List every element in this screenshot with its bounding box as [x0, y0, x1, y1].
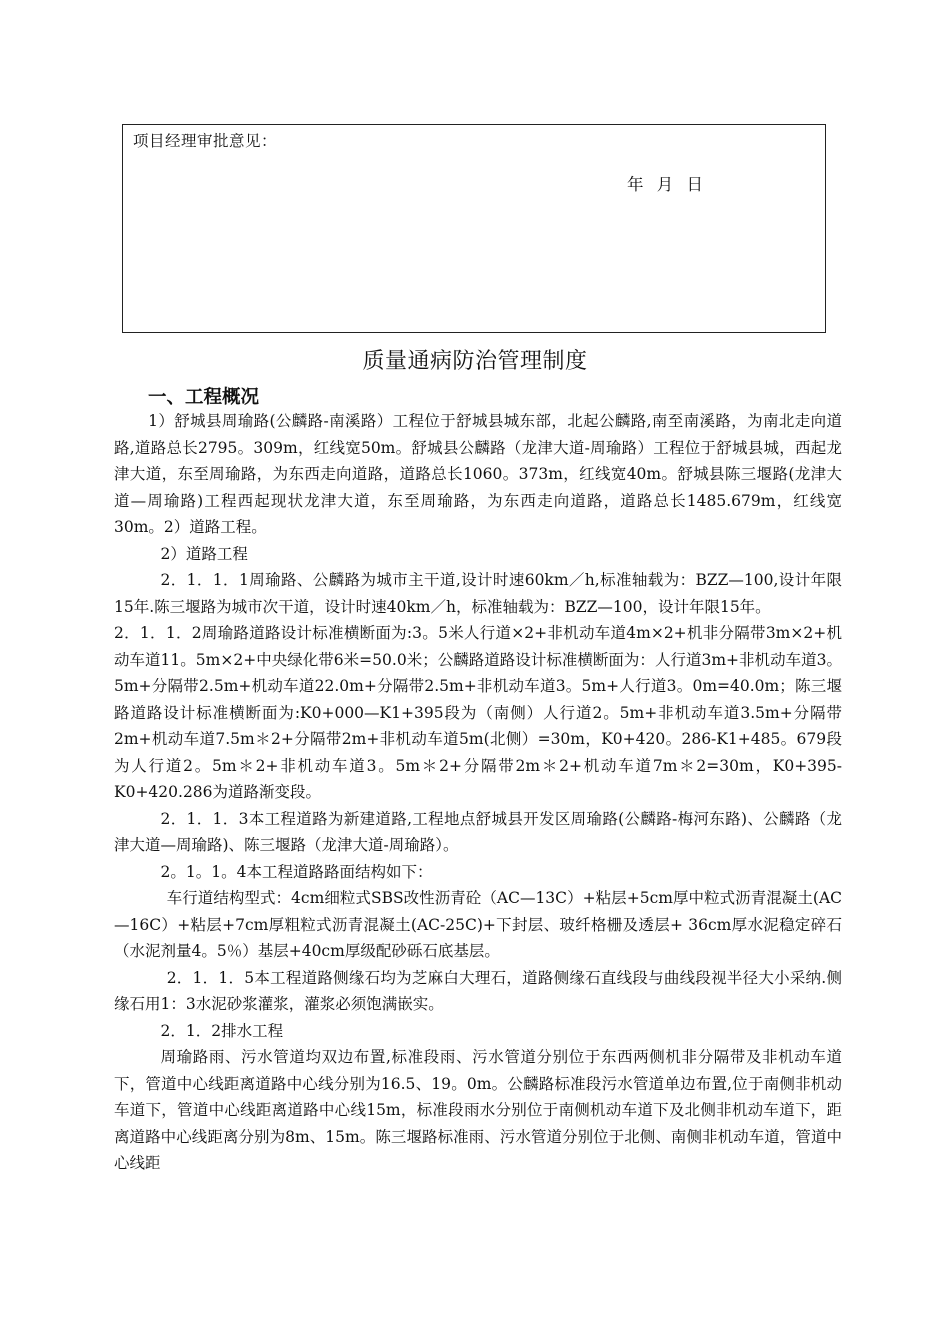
paragraph-2-1-1-3: 2．1．1．3本工程道路为新建道路,工程地点舒城县开发区周瑜路(公麟路-梅河东路)、公麟路（龙津大道—周瑜路)、陈三堰路（龙津大道-周瑜路）。	[114, 809, 842, 854]
paragraph-2-1-1-1: 2．1．1．1周瑜路、公麟路为城市主干道,设计时速60km／h,标准轴载为：BZZ—100,设计年限15年.陈三堰路为城市次干道，设计时速40km／h，标准轴载为：BZZ—100，设计年限15年。	[114, 571, 842, 616]
paragraph-drainage-heading: 2．1．2排水工程	[160, 1021, 284, 1040]
approval-label: 项目经理审批意见：	[133, 132, 278, 150]
paragraph-road-heading: 2）道路工程	[160, 544, 248, 563]
paragraph-2-1-1-4: 2。1。1。4本工程道路路面结构如下：	[160, 862, 433, 881]
paragraph-drainage: 周瑜路雨、污水管道均双边布置,标准段雨、污水管道分别位于东西两侧机非分隔带及非机动车道下，管道中心线距离道路中心线分别为16.5、19。0m。公麟路标准段污水管道单边布置,位于南侧非机动车道下，管道中心线距离道路中心线15m，标准段雨水分别位于南侧机动车道下及北侧非机动车道下，距离道路中心线距离分别为8m、15m。陈三堰路标准雨、污水管道分别位于北侧、南侧非机动车道，管道中心线距	[114, 1048, 842, 1172]
paragraph-2-1-1-2: 2．1．1．2周瑜路道路设计标准横断面为:3。5米人行道×2+非机动车道4m×2+机非分隔带3m×2+机动车道11。5m×2+中央绿化带6米=50.0米；公麟路道路设计标准横断面为：人行道3m+非机动车道3。5m+分隔带2.5m+机动车道22.0m+分隔带2.5m+非机动车道3。5m+人行道3。0m=40.0m；陈三堰路道路设计标准横断面为:K0+000—K1+395段为（南侧）人行道2。5m+非机动车道3.5m+分隔带2m+机动车道7.5m＊2+分隔带2m+非机动车道5m(北侧）=30m，K0+420。286-K1+485。679段为人行道2。5m＊2+非机动车道3。5m＊2+分隔带2m＊2+机动车道7m＊2=30m，K0+395-K0+420.286为道路渐变段。	[114, 624, 842, 801]
section-heading: 一、工程概况	[148, 387, 260, 408]
paragraph-2-1-1-5: 2．1．1．5本工程道路侧缘石均为芝麻白大理石，道路侧缘石直线段与曲线段视半径大小采纳.侧缘石用1：3水泥砂浆灌浆，灌浆必须饱满嵌实。	[114, 968, 842, 1013]
approval-date: 年 月 日	[627, 175, 703, 194]
document-body	[114, 408, 842, 1177]
paragraph-overview: 1）舒城县周瑜路(公麟路-南溪路）工程位于舒城县城东部，北起公麟路,南至南溪路，为南北走向道路,道路总长2795。309m，红线宽50m。舒城县公麟路（龙津大道-周瑜路）工程位于舒城县城，西起龙津大道，东至周瑜路，为东西走向道路，道路总长1060。373m，红线宽40m。舒城县陈三堰路(龙津大道—周瑜路)工程西起现状龙津大道，东至周瑜路，为东西走向道路，道路总长1485.679m，红线宽30m。2）道路工程。	[114, 412, 842, 536]
paragraph-pavement-structure: 车行道结构型式：4cm细粒式SBS改性沥青砼（AC—13C）+粘层+5cm厚中粒式沥青混凝土(AC—16C）+粘层+7cm厚粗粒式沥青混凝土(AC-25C)+下封层、玻纤格栅及透层+ 36cm厚水泥稳定碎石（水泥剂量4。5％）基层+40cm厚级配砂砾石底基层。	[114, 889, 842, 960]
approval-box	[122, 124, 826, 333]
page-title: 质量通病防治管理制度	[362, 349, 588, 374]
